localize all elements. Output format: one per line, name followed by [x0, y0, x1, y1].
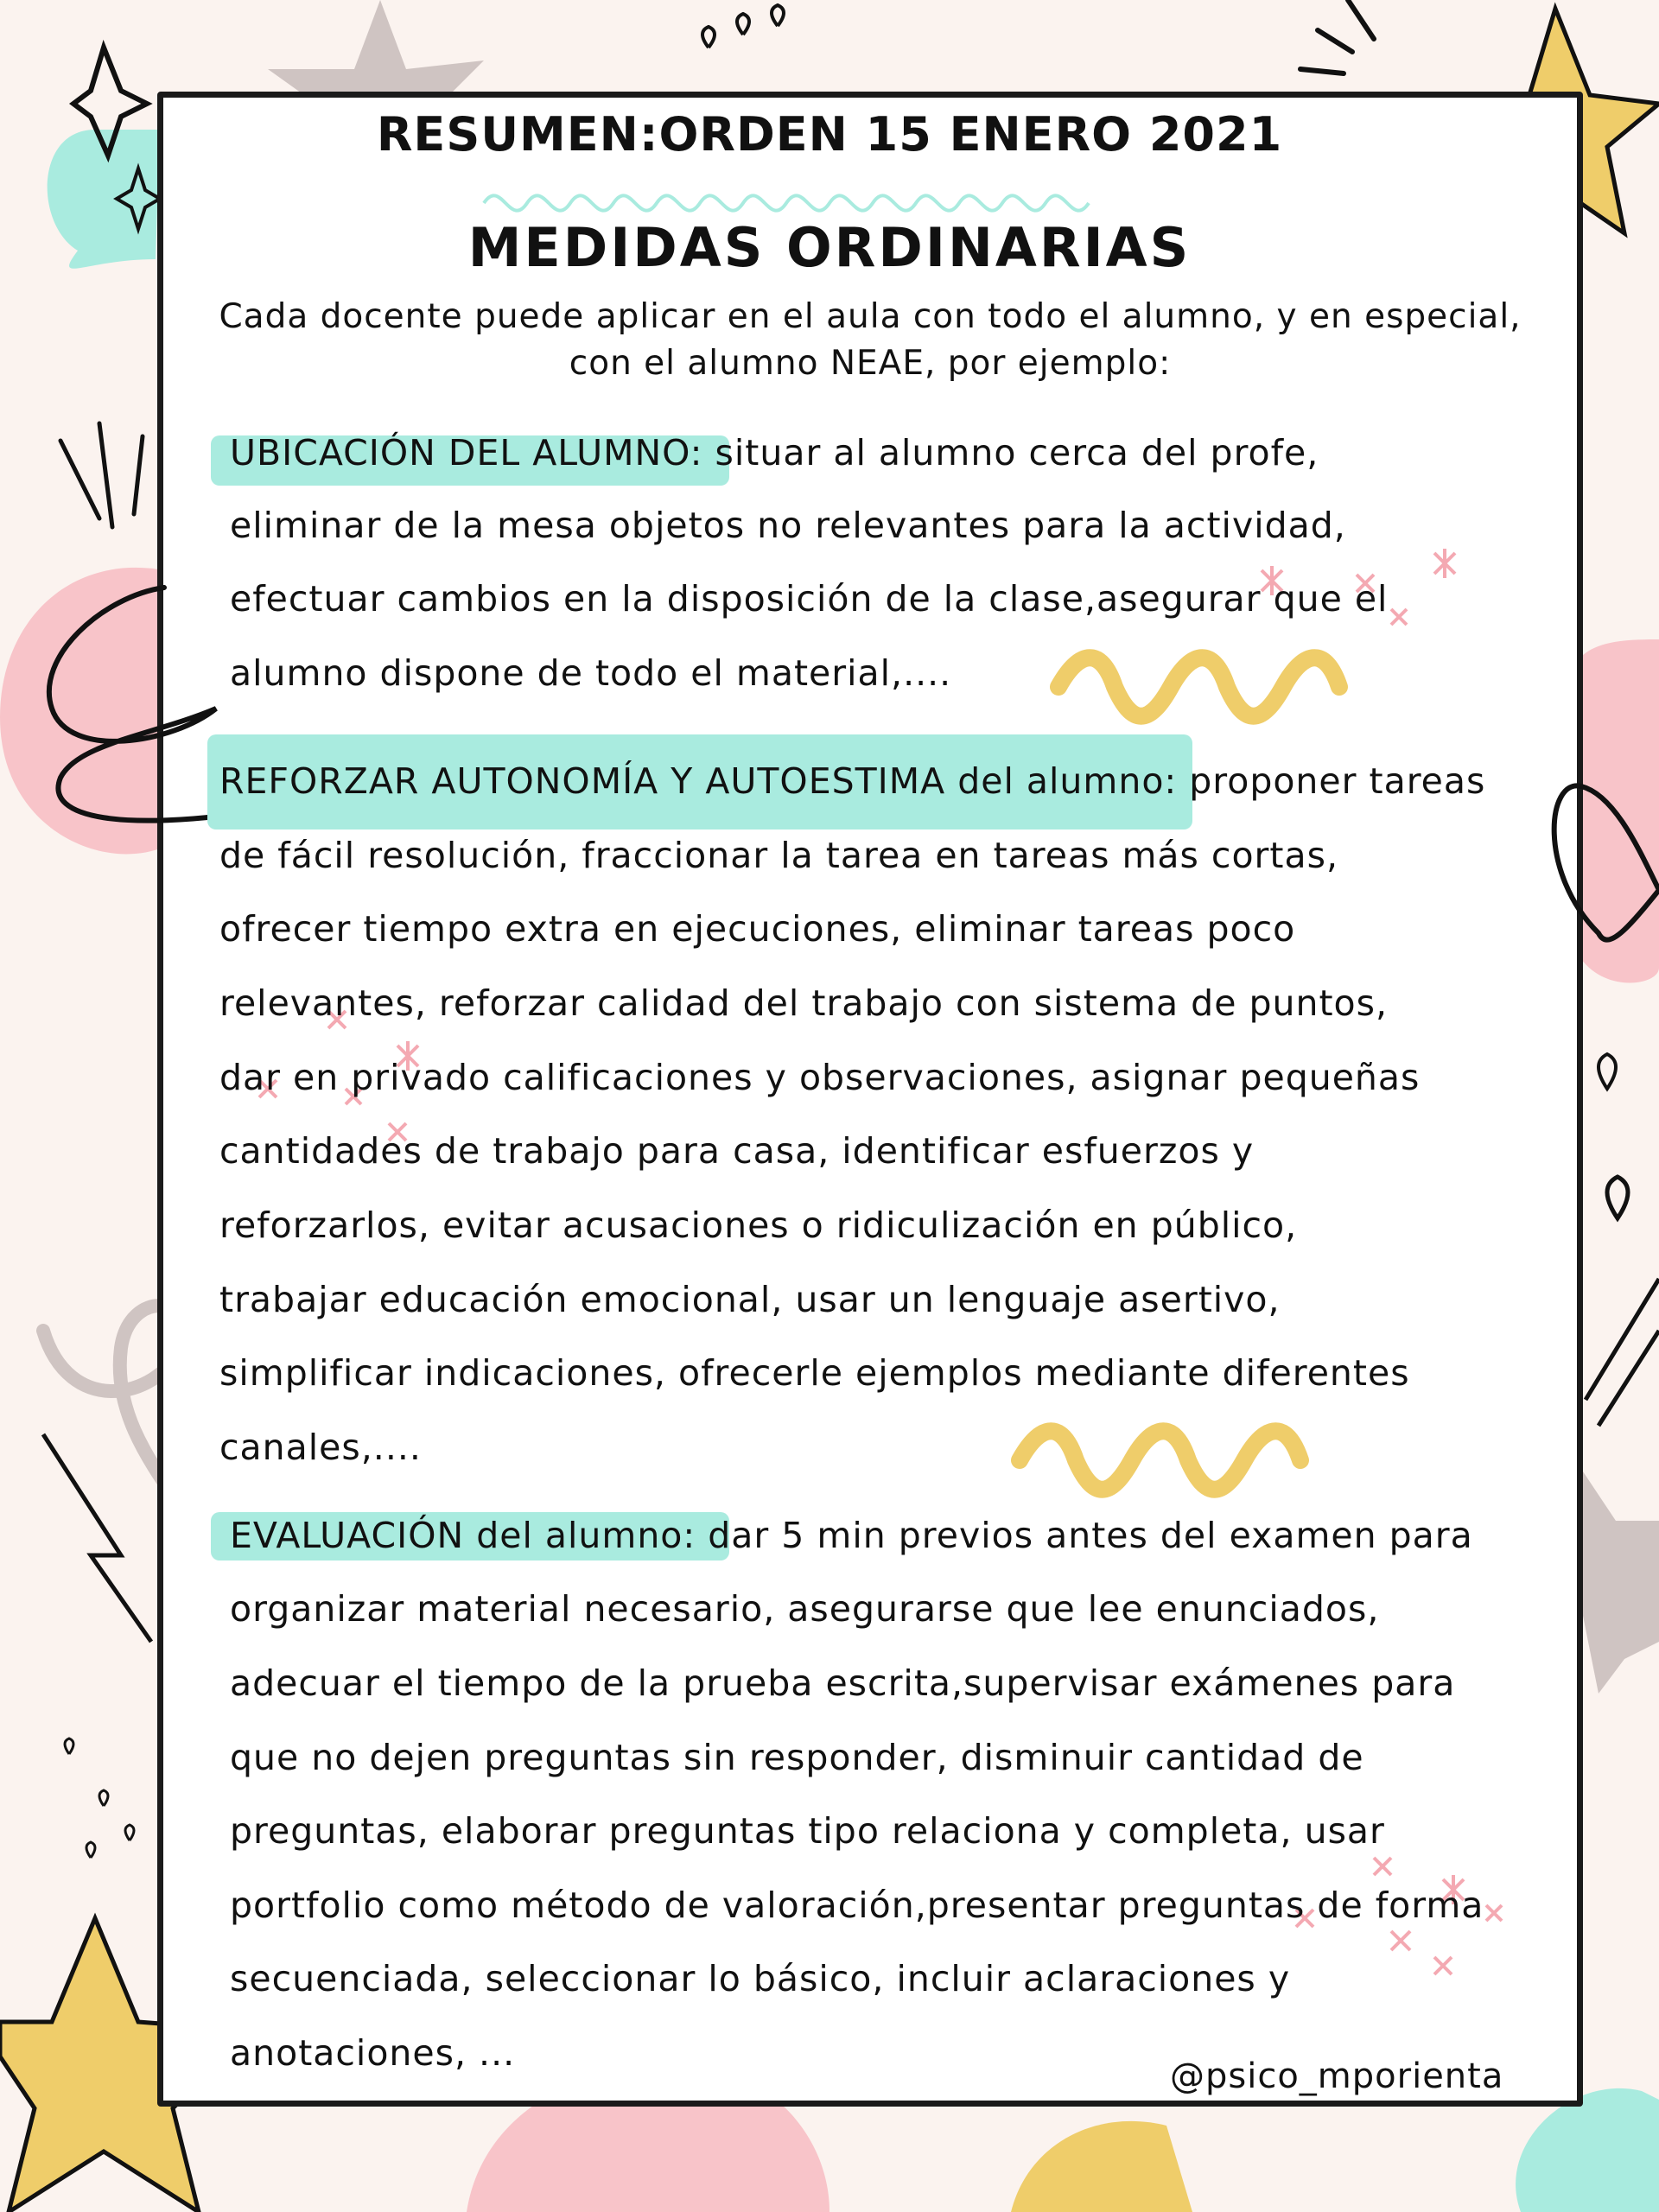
section-line: de fácil resolución, fraccionar la tarea en tareas más cortas,	[219, 835, 1339, 876]
section-line: simplificar indicaciones, ofrecerle ejemplos mediante diferentes	[219, 1352, 1410, 1394]
section-line: canales,....	[219, 1427, 422, 1468]
intro-line: con el alumno NEAE, por ejemplo:	[569, 344, 1172, 383]
section-text: : proponer tareas	[1164, 760, 1486, 802]
section-line: dar en privado calificaciones y observaciones, asignar pequeñas	[219, 1057, 1421, 1098]
section-reforzar	[219, 760, 1486, 802]
section-line: eliminar de la mesa objetos no relevantes para la actividad,	[230, 505, 1346, 546]
section-line: que no dejen preguntas sin responder, disminuir cantidad de	[230, 1737, 1364, 1778]
section-line: cantidades de trabajo para casa, identificar esfuerzos y	[219, 1130, 1255, 1172]
section-line: efectuar cambios en la disposición de la clase,asegurar que el	[230, 578, 1389, 620]
yellow-squiggle-shape	[1020, 1431, 1300, 1490]
section-line: relevantes, reforzar calidad del trabajo con sistema de puntos,	[219, 982, 1389, 1024]
section-line: alumno dispone de todo el material,....	[230, 652, 952, 694]
section-text: situar al alumno cerca del profe,	[702, 432, 1319, 474]
section-text: dar 5 min previos antes del examen para	[696, 1515, 1473, 1556]
section-heading: REFORZAR AUTONOMÍA Y AUTOESTIMA del alumno	[219, 760, 1165, 802]
section-line: preguntas, elaborar preguntas tipo relaciona y completa, usar	[230, 1810, 1385, 1852]
wavy-underline	[484, 195, 1089, 210]
intro-line: Cada docente puede aplicar en el aula con todo el alumno, y en especial,	[219, 297, 1522, 336]
section-line: organizar material necesario, asegurarse que lee enunciados,	[230, 1588, 1380, 1630]
section-heading: EVALUACIÓN del alumno:	[230, 1515, 696, 1556]
section-line: secuenciada, seleccionar lo básico, incluir aclaraciones y	[230, 1958, 1291, 1999]
author-handle: @psico_mporienta	[1170, 2056, 1504, 2096]
page-subtitle: MEDIDAS ORDINARIAS	[467, 216, 1192, 279]
section-line: anotaciones, ...	[230, 2032, 516, 2074]
section-ubicacion	[230, 432, 1319, 474]
section-line: ofrecer tiempo extra en ejecuciones, eliminar tareas poco	[219, 908, 1296, 950]
section-line: adecuar el tiempo de la prueba escrita,supervisar exámenes para	[230, 1662, 1456, 1704]
section-line: trabajar educación emocional, usar un lenguaje asertivo,	[219, 1279, 1281, 1320]
section-line: reforzarlos, evitar acusaciones o ridiculización en público,	[219, 1205, 1298, 1246]
section-line: portfolio como método de valoración,presentar preguntas de forma	[230, 1885, 1484, 1926]
section-heading: UBICACIÓN DEL ALUMNO:	[230, 432, 703, 474]
page-title: RESUMEN:ORDEN 15 ENERO 2021	[376, 107, 1283, 162]
flower-outline-shape	[1554, 785, 1659, 939]
section-evaluacion	[230, 1515, 1473, 1556]
yellow-squiggle-shape	[1058, 658, 1339, 716]
